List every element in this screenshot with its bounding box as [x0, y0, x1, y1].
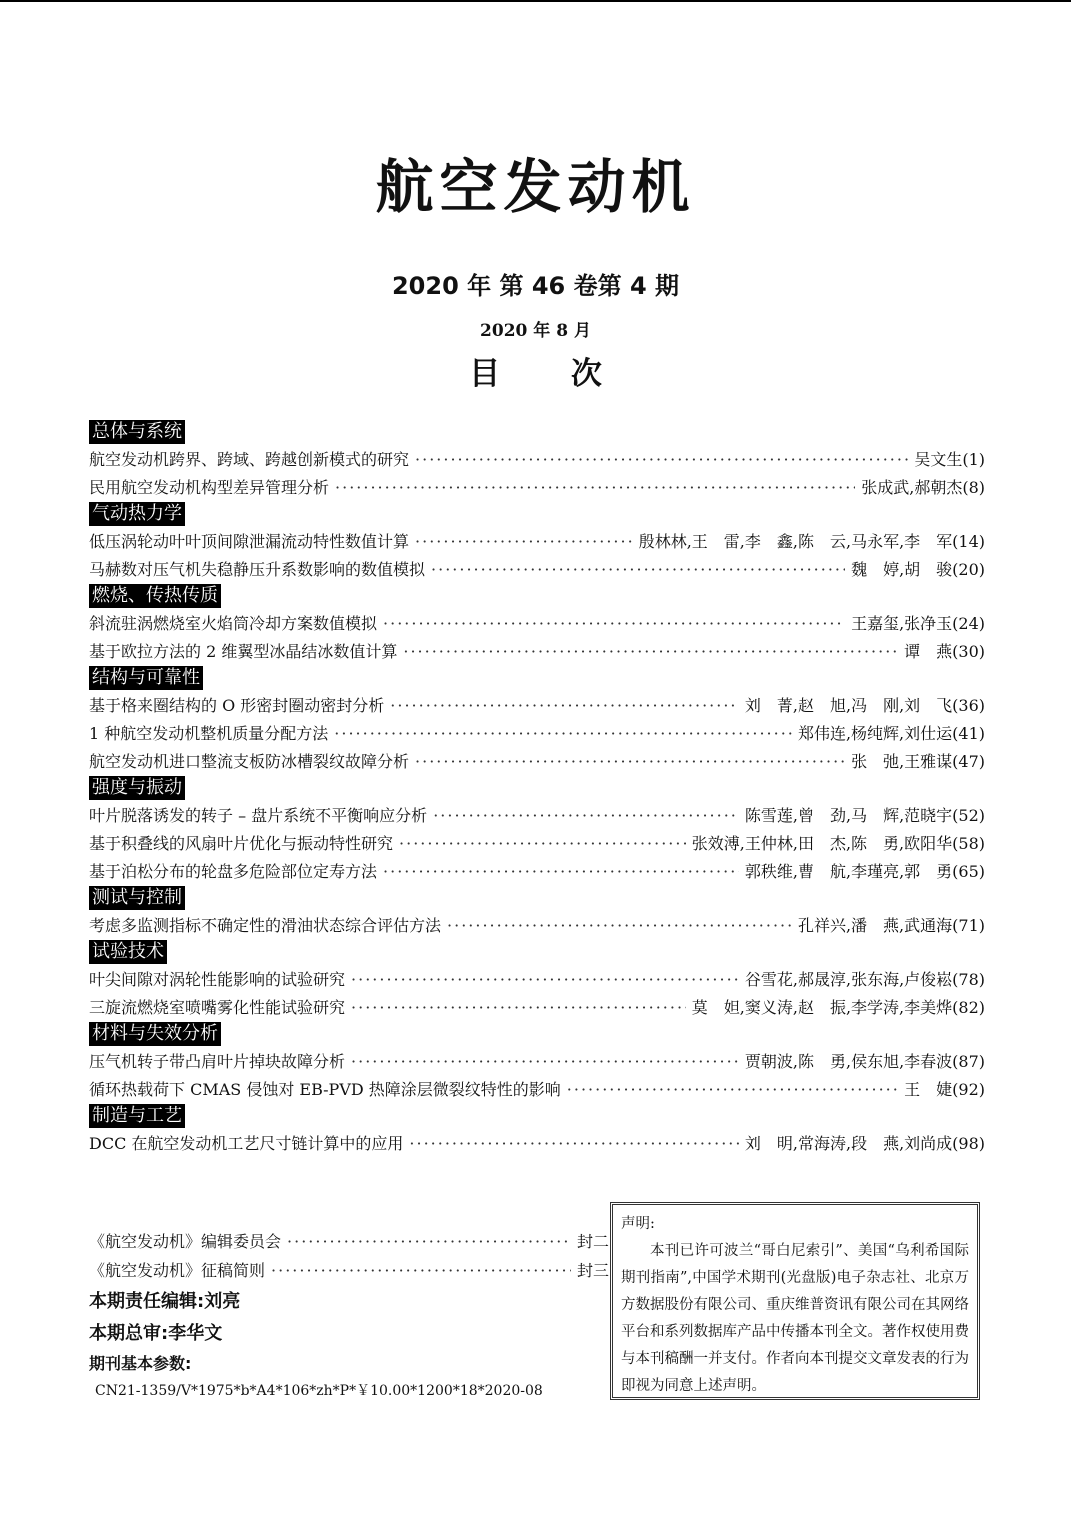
leader-dots — [567, 1076, 898, 1104]
article-title: 压气机转子带凸肩叶片掉块故障分析 — [89, 1052, 346, 1071]
article-title: 民用航空发动机构型差异管理分析 — [89, 478, 330, 497]
submission-guide-entry[interactable] — [89, 1257, 609, 1286]
toc-entry[interactable] — [89, 446, 985, 474]
article-authors: 吴文生(1) — [914, 450, 985, 469]
editorial-board-entry[interactable] — [89, 1228, 609, 1257]
toc-entry[interactable] — [89, 1076, 985, 1104]
article-title: 基于格来圈结构的 O 形密封圈动密封分析 — [89, 696, 385, 715]
article-authors: 王 婕(92) — [904, 1080, 985, 1099]
params-label: 期刊基本参数: — [89, 1354, 192, 1373]
toc-entry[interactable] — [89, 1130, 985, 1158]
leader-dots — [431, 556, 845, 584]
article-authors: 郭秩维,曹 航,李瑾亮,郭 勇(65) — [744, 862, 985, 881]
section-heading: 燃烧、传热传质 — [89, 584, 221, 608]
article-authors: 刘 明,常海涛,段 燕,刘尚成(98) — [744, 1134, 985, 1153]
article-title: 斜流驻涡燃烧室火焰筒冷却方案数值模拟 — [89, 614, 378, 633]
article-authors: 莫 妲,窦义涛,赵 振,李学涛,李美烨(82) — [691, 998, 985, 1017]
leader-dots — [383, 858, 739, 886]
section-heading: 总体与系统 — [89, 420, 185, 444]
article-authors: 魏 婷,胡 骏(20) — [851, 560, 985, 579]
leader-dots — [415, 748, 845, 776]
article-title: 航空发动机跨界、跨域、跨越创新模式的研究 — [89, 450, 410, 469]
article-title: 基于泊松分布的轮盘多危险部位定寿方法 — [89, 862, 378, 881]
article-title: 考虑多监测指标不确定性的滑油状态综合评估方法 — [89, 916, 442, 935]
issue-date: 2020 年 8 月 — [480, 321, 591, 341]
journal-title: 航空发动机 — [375, 153, 696, 221]
entry-title: 《航空发动机》征稿简则 — [89, 1261, 266, 1280]
article-title: DCC 在航空发动机工艺尺寸链计算中的应用 — [89, 1134, 404, 1153]
toc-entry[interactable] — [89, 720, 985, 748]
leader-dots — [271, 1257, 571, 1285]
section-heading: 测试与控制 — [89, 886, 185, 910]
leader-dots — [351, 994, 686, 1022]
chief-reviewer: 本期总审:李华文 — [89, 1323, 223, 1344]
toc-entry[interactable] — [89, 994, 985, 1022]
article-authors: 王嘉玺,张净玉(24) — [851, 614, 985, 633]
responsible-editor: 本期责任编辑:刘亮 — [89, 1291, 241, 1312]
section-heading: 结构与可靠性 — [89, 666, 203, 690]
article-title: 循环热载荷下 CMAS 侵蚀对 EB-PVD 热障涂层微裂纹特性的影响 — [89, 1080, 561, 1099]
article-title: 马赫数对压气机失稳静压升系数影响的数值模拟 — [89, 560, 426, 579]
leader-dots — [447, 912, 792, 940]
toc-entry[interactable] — [89, 802, 985, 830]
article-authors: 张 弛,王雅谋(47) — [851, 752, 985, 771]
section-heading: 气动热力学 — [89, 502, 185, 526]
article-title: 基于积叠线的风扇叶片优化与振动特性研究 — [89, 834, 394, 853]
leader-dots — [415, 528, 633, 556]
entry-page: 封三 — [576, 1261, 609, 1280]
article-title: 三旋流燃烧室喷嘴雾化性能试验研究 — [89, 998, 346, 1017]
toc-entry[interactable] — [89, 528, 985, 556]
leader-dots — [415, 446, 908, 474]
misc-block — [89, 1228, 609, 1404]
contents-heading: 目 次 — [469, 356, 602, 392]
article-authors: 谷雪花,郝晟淳,张东海,卢俊崧(78) — [744, 970, 985, 989]
leader-dots — [334, 720, 792, 748]
article-title: 航空发动机进口整流支板防冰槽裂纹故障分析 — [89, 752, 410, 771]
article-authors: 张效溥,王仲林,田 杰,陈 勇,欧阳华(58) — [691, 834, 985, 853]
section-heading: 制造与工艺 — [89, 1104, 185, 1128]
article-authors: 张成武,郝朝杰(8) — [861, 478, 985, 497]
article-authors: 贾朝波,陈 勇,侯东旭,李春波(87) — [744, 1052, 985, 1071]
leader-dots — [403, 638, 898, 666]
toc-entry[interactable] — [89, 1048, 985, 1076]
leader-dots — [390, 692, 739, 720]
article-title: 叶片脱落诱发的转子 – 盘片系统不平衡响应分析 — [89, 806, 428, 825]
section-heading: 强度与振动 — [89, 776, 185, 800]
top-rule — [0, 0, 1071, 2]
section-heading: 材料与失效分析 — [89, 1022, 221, 1046]
article-title: 低压涡轮动叶叶顶间隙泄漏流动特性数值计算 — [89, 532, 410, 551]
toc-entry[interactable] — [89, 556, 985, 584]
table-of-contents — [89, 420, 985, 1158]
toc-entry[interactable] — [89, 858, 985, 886]
leader-dots — [335, 474, 855, 502]
notice-heading: 声明: — [621, 1216, 655, 1232]
article-title: 叶尖间隙对涡轮性能影响的试验研究 — [89, 970, 346, 989]
issue-line: 2020 年 第 46 卷第 4 期 — [391, 272, 680, 300]
leader-dots — [383, 610, 845, 638]
toc-entry[interactable] — [89, 830, 985, 858]
leader-dots — [351, 1048, 739, 1076]
leader-dots — [433, 802, 739, 830]
toc-entry[interactable] — [89, 912, 985, 940]
entry-title: 《航空发动机》编辑委员会 — [89, 1232, 282, 1251]
journal-params: CN21-1359/V*1975*b*A4*106*zh*P*￥10.00*1200*18*2020-08 — [95, 1383, 543, 1399]
copyright-notice — [610, 1202, 980, 1400]
article-title: 基于欧拉方法的 2 维翼型冰晶结冰数值计算 — [89, 642, 398, 661]
leader-dots — [399, 830, 686, 858]
toc-entry[interactable] — [89, 474, 985, 502]
leader-dots — [409, 1130, 738, 1158]
toc-entry[interactable] — [89, 966, 985, 994]
toc-entry[interactable] — [89, 638, 985, 666]
article-authors: 郑伟连,杨纯辉,刘仕运(41) — [797, 724, 985, 743]
article-authors: 殷林林,王 雷,李 鑫,陈 云,马永军,李 军(14) — [638, 532, 985, 551]
toc-entry[interactable] — [89, 748, 985, 776]
article-authors: 谭 燕(30) — [904, 642, 985, 661]
article-authors: 孔祥兴,潘 燕,武通海(71) — [797, 916, 985, 935]
leader-dots — [287, 1228, 571, 1256]
notice-body: 本刊已许可波兰“哥白尼索引”、美国“乌利希国际期刊指南”,中国学术期刊(光盘版)电子杂志社、北京万方数据股份有限公司、重庆维普资讯有限公司在其网络平台和系列数据库产品中传播本刊全文。著作权使用费与本刊稿酬一并支付。作者向本刊提交文章发表的行为即视为同意上述声明。 — [621, 1243, 969, 1394]
toc-entry[interactable] — [89, 610, 985, 638]
section-heading: 试验技术 — [89, 940, 167, 964]
toc-entry[interactable] — [89, 692, 985, 720]
leader-dots — [351, 966, 739, 994]
article-authors: 陈雪莲,曾 劲,马 辉,范晓宇(52) — [744, 806, 985, 825]
article-authors: 刘 菁,赵 旭,冯 刚,刘 飞(36) — [744, 696, 985, 715]
entry-page: 封二 — [576, 1232, 609, 1251]
article-title: 1 种航空发动机整机质量分配方法 — [89, 724, 329, 743]
